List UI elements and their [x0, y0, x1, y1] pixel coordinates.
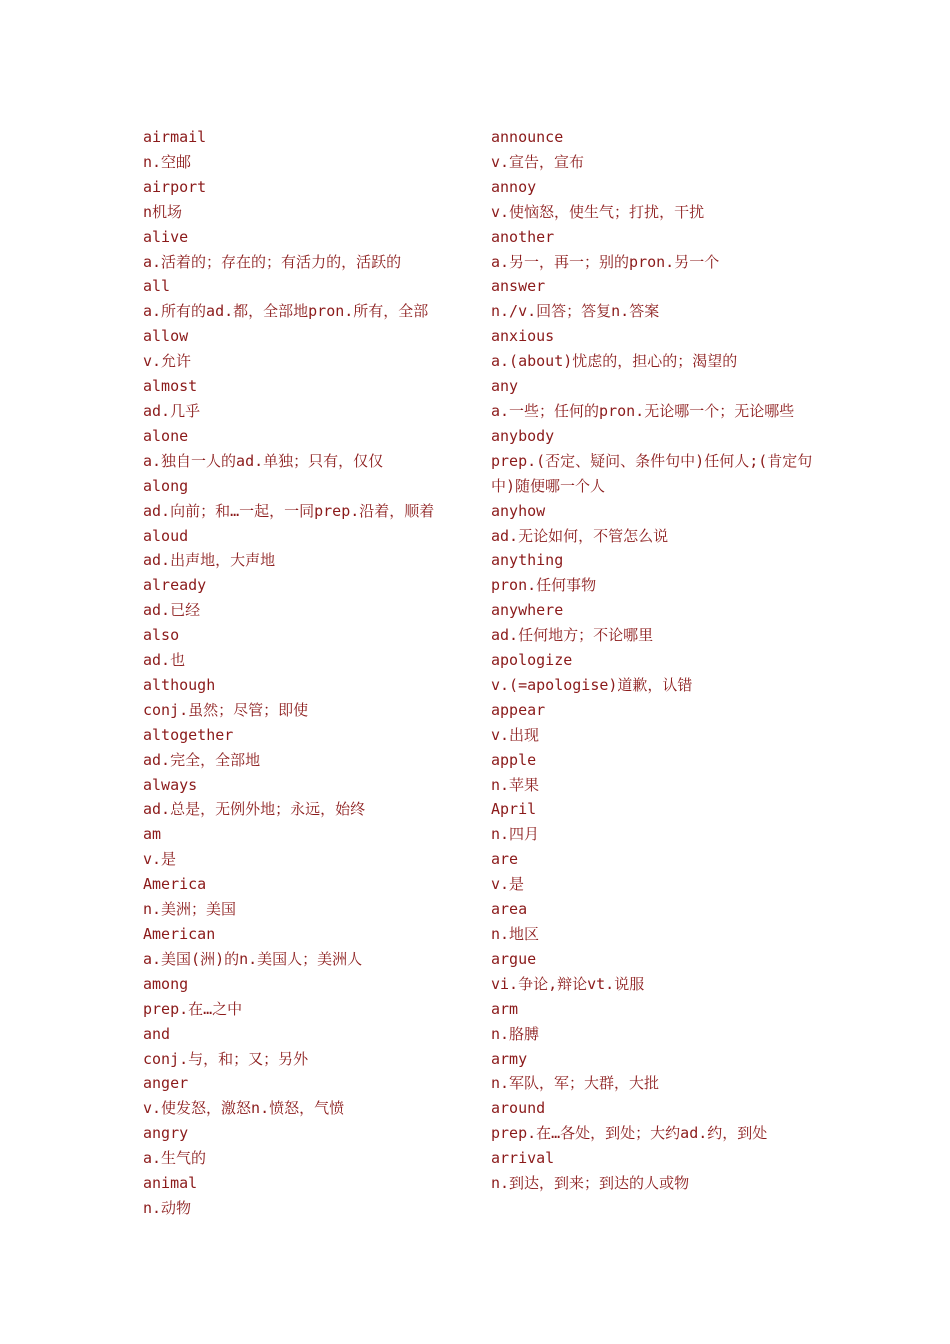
entry-definition: v.使恼怒，使生气；打扰，干扰 — [491, 202, 705, 221]
vocab-entry — [143, 922, 473, 972]
entry-word: argue — [491, 949, 537, 968]
entry-definition: ad.完全，全部地 — [143, 750, 261, 769]
vocab-entry — [491, 424, 821, 499]
entry-definition: v.宣告，宣布 — [491, 152, 585, 171]
entry-word: among — [143, 974, 189, 993]
entry-definition: n.地区 — [491, 925, 540, 943]
vocab-entry — [143, 424, 473, 474]
entry-definition: a.另一，再一；别的pron.另一个 — [491, 252, 720, 271]
entry-word: airmail — [143, 128, 207, 146]
vocab-entry — [143, 125, 473, 175]
entry-word: almost — [143, 377, 198, 396]
entry-definition: ad.已经 — [143, 601, 201, 620]
entry-word: April — [491, 800, 537, 819]
entry-word: any — [491, 377, 519, 396]
entry-definition: ad.总是，无例外地；永远，始终 — [143, 800, 366, 819]
vocab-entry — [143, 723, 473, 773]
entry-definition: v.允许 — [143, 352, 192, 371]
entry-definition: ad.出声地，大声地 — [143, 551, 276, 570]
vocab-entry — [491, 847, 821, 897]
entry-word: anyhow — [491, 501, 546, 520]
vocab-entry — [143, 374, 473, 424]
entry-definition: n.苹果 — [491, 775, 540, 794]
entry-definition: v.是 — [143, 850, 177, 869]
entry-definition: prep.(否定、疑问、条件句中)任何人;(肯定句中)随便哪一个人 — [491, 451, 813, 495]
entry-definition: a.所有的ad.都，全部地pron.所有，全部 — [143, 302, 429, 321]
vocab-entry — [491, 1047, 821, 1097]
entry-definition: a.(about)忧虑的，担心的；渴望的 — [491, 352, 738, 371]
entry-definition: n.空邮 — [143, 152, 192, 171]
entry-definition: n.军队，军；大群，大批 — [491, 1074, 660, 1093]
entry-word: apologize — [491, 651, 573, 670]
vocab-entry — [143, 324, 473, 374]
entry-word: another — [491, 227, 555, 246]
entry-definition: n.胳膊 — [491, 1024, 540, 1043]
vocab-entry — [143, 872, 473, 922]
entry-definition: vi.争论,辩论vt.说服 — [491, 974, 645, 993]
entry-definition: n机场 — [143, 202, 183, 221]
vocab-entry — [491, 125, 821, 175]
entry-word: arm — [491, 999, 519, 1018]
vocab-entry — [143, 972, 473, 1022]
entry-definition: ad.向前；和…一起，一同prep.沿着，顺着 — [143, 501, 435, 520]
entry-word: apple — [491, 750, 537, 769]
entry-definition: n.动物 — [143, 1198, 192, 1217]
entry-word: anger — [143, 1074, 189, 1093]
entry-definition: conj.虽然；尽管；即使 — [143, 700, 309, 719]
entry-definition: v.是 — [491, 875, 525, 894]
vocab-entry — [491, 897, 821, 947]
entry-word: announce — [491, 128, 564, 146]
entry-definition: a.美国(洲)的n.美国人；美洲人 — [143, 949, 363, 968]
vocab-entry — [143, 175, 473, 225]
entry-definition: ad.也 — [143, 651, 186, 670]
entry-word: all — [143, 277, 171, 296]
entry-definition: a.一些；任何的pron.无论哪一个；无论哪些 — [491, 401, 795, 420]
vocab-entry — [143, 1171, 473, 1221]
entry-word: are — [491, 850, 519, 869]
entry-word: always — [143, 775, 198, 794]
entry-definition: a.活着的；存在的；有活力的，活跃的 — [143, 252, 402, 271]
vocab-entry — [491, 324, 821, 374]
entry-word: arrival — [491, 1149, 555, 1168]
vocab-entry — [143, 274, 473, 324]
entry-word: animal — [143, 1174, 198, 1193]
entry-word: am — [143, 825, 162, 844]
vocab-entry — [491, 648, 821, 698]
vocab-entry — [143, 773, 473, 823]
entry-definition: prep.在…各处，到处；大约ad.约，到处 — [491, 1124, 768, 1143]
entry-definition: n.美洲；美国 — [143, 900, 237, 919]
vocab-entry — [143, 673, 473, 723]
entry-word: answer — [491, 277, 546, 296]
vocab-entry — [491, 698, 821, 748]
vocab-entry — [491, 374, 821, 424]
entry-word: anxious — [491, 327, 555, 346]
entry-word: airport — [143, 177, 207, 196]
entry-definition: a.生气的 — [143, 1149, 207, 1168]
vocab-entry — [491, 748, 821, 798]
entry-definition: ad.几乎 — [143, 401, 201, 420]
entry-word: army — [491, 1049, 528, 1068]
vocab-entry — [491, 274, 821, 324]
left-column — [143, 125, 473, 1221]
entry-definition: n./v.回答；答复n.答案 — [491, 302, 660, 321]
entry-word: anywhere — [491, 601, 564, 620]
vocab-entry — [143, 524, 473, 574]
vocab-entry — [491, 548, 821, 598]
entry-definition: ad.任何地方；不论哪里 — [491, 626, 654, 645]
vocab-entry — [491, 175, 821, 225]
right-column — [491, 125, 821, 1196]
entry-word: annoy — [491, 177, 537, 196]
entry-definition: ad.无论如何，不管怎么说 — [491, 526, 669, 545]
entry-word: America — [143, 875, 207, 894]
entry-word: aloud — [143, 526, 189, 545]
vocab-entry — [143, 1071, 473, 1121]
entry-definition: v.使发怒，激怒n.愤怒，气愤 — [143, 1099, 345, 1118]
entry-word: appear — [491, 700, 546, 719]
entry-definition: v.(=apologise)道歉，认错 — [491, 675, 693, 694]
vocab-entry — [491, 225, 821, 275]
entry-word: although — [143, 675, 216, 694]
vocab-entry — [143, 474, 473, 524]
entry-word: anybody — [491, 426, 555, 445]
entry-definition: conj.与，和；又；另外 — [143, 1049, 309, 1068]
entry-word: alone — [143, 426, 189, 445]
entry-definition: n.到达，到来；到达的人或物 — [491, 1174, 690, 1193]
entry-word: also — [143, 626, 180, 645]
entry-word: American — [143, 925, 216, 943]
entry-word: altogether — [143, 725, 234, 744]
entry-word: alive — [143, 227, 189, 246]
vocab-entry — [491, 1146, 821, 1196]
vocab-entry — [491, 997, 821, 1047]
entry-word: and — [143, 1024, 171, 1043]
entry-definition: pron.任何事物 — [491, 576, 597, 595]
entry-word: anything — [491, 551, 564, 570]
entry-definition: a.独自一人的ad.单独；只有，仅仅 — [143, 451, 384, 470]
vocab-entry — [491, 1096, 821, 1146]
entry-definition: n.四月 — [491, 825, 540, 844]
vocab-entry — [143, 623, 473, 673]
vocab-entry — [491, 598, 821, 648]
entry-word: area — [491, 900, 528, 919]
vocab-entry — [491, 947, 821, 997]
vocab-entry — [491, 499, 821, 549]
entry-word: allow — [143, 327, 189, 346]
entry-word: along — [143, 476, 189, 495]
vocab-entry — [143, 1022, 473, 1072]
vocab-entry — [143, 1121, 473, 1171]
entry-word: angry — [143, 1124, 189, 1143]
vocab-entry — [491, 797, 821, 847]
entry-word: around — [491, 1099, 546, 1118]
entry-word: already — [143, 576, 207, 595]
vocab-entry — [143, 822, 473, 872]
vocab-entry — [143, 225, 473, 275]
entry-definition: prep.在…之中 — [143, 999, 243, 1018]
vocab-entry — [143, 573, 473, 623]
entry-definition: v.出现 — [491, 725, 540, 744]
